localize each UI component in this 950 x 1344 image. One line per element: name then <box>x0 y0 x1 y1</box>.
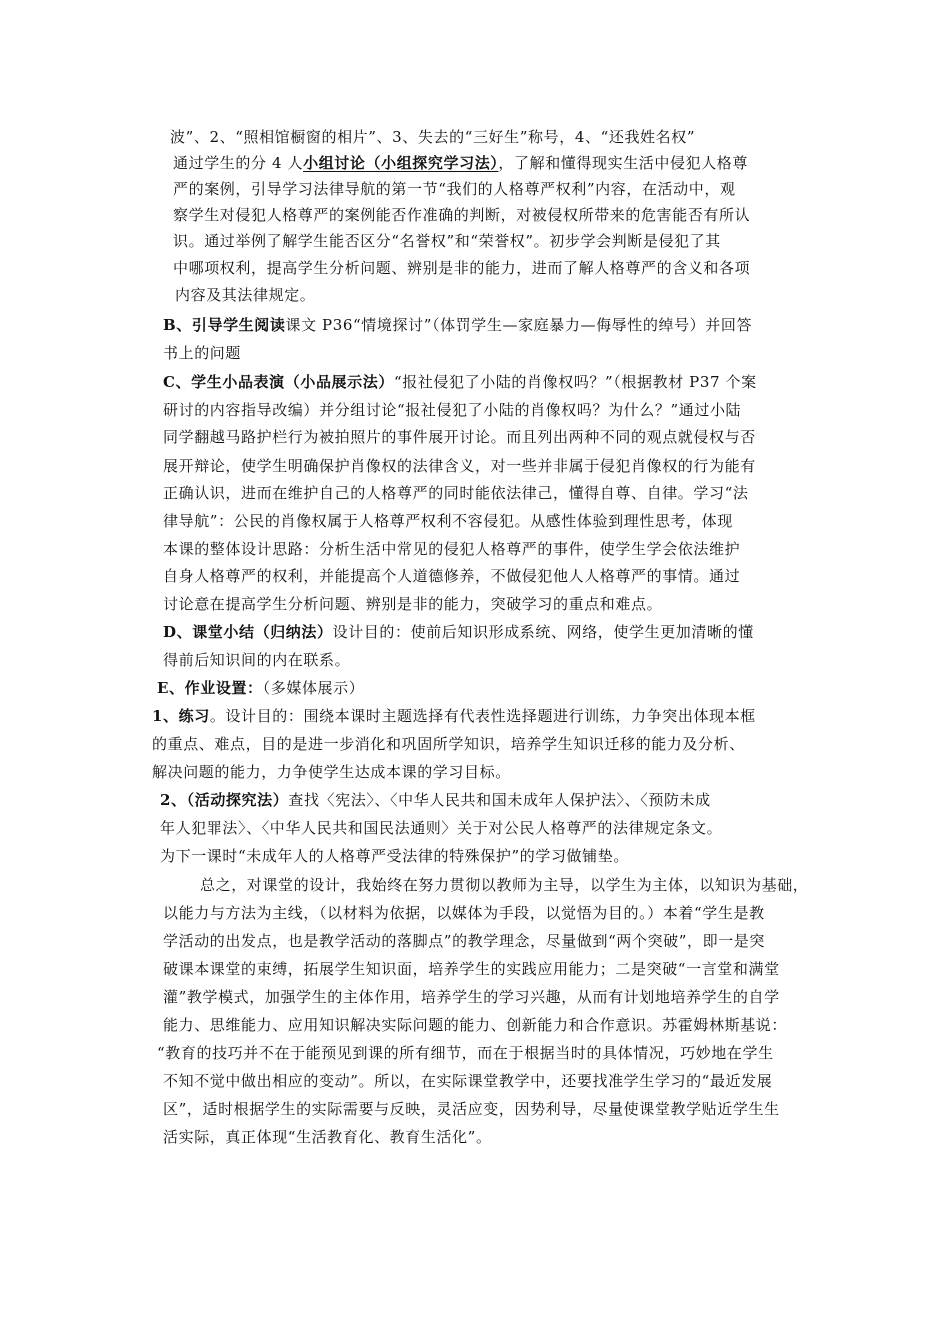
summary-line-9: 区”，适时根据学生的实际需要与反映，灵活应变，因势利导，尽量使课堂教学贴近学生生 <box>163 1100 780 1118</box>
summary-line-4: 破课本课堂的束缚，拓展学生知识面，培养学生的实践应用能力；二是突破“一言堂和满堂 <box>163 960 780 978</box>
section-d-line-1 <box>163 621 754 643</box>
section-c-line-5: 正确认识，进而在维护自己的人格尊严的同时能依法律己，懂得自尊、自律。学习“法 <box>163 484 749 502</box>
text-segment: 。设计目的：围绕本课时主题选择有代表性选择题进行训练，力争突出体现本框 <box>209 707 756 725</box>
section-c-line-4: 展开辩论，使学生明确保护肖像权的法律含义，对一些并非属于侵犯肖像权的行为能有 <box>163 457 756 475</box>
paragraph-1-line-1: 波”、2、“照相馆橱窗的相片”、3、失去的“三好生”称号，4、“还我姓名权” <box>170 128 696 146</box>
text-segment: “报社侵犯了小陆的肖像权吗？”（根据教材 P37 个案 <box>393 373 757 391</box>
summary-line-10: 活实际，真正体现“生活教育化、教育生活化”。 <box>163 1128 492 1146</box>
summary-line-7: “教育的技巧并不在于能预见到课的所有细节，而在于根据当时的具体情况，巧妙地在学生 <box>157 1044 774 1062</box>
summary-line-5: 灌”教学模式，加强学生的主体作用，培养学生的学习兴趣，从而有计划地培养学生的自学 <box>163 988 780 1006</box>
section-c-line-8: 自身人格尊严的权利，并能提高个人道德修养，不做侵犯他人人格尊严的事情。通过 <box>163 567 741 585</box>
section-d-line-2: 得前后知识间的内在联系。 <box>163 651 351 669</box>
item-2-heading: 2、（活动探究法） <box>160 791 289 809</box>
section-e-line-1 <box>157 677 364 699</box>
item-2-line-3: 为下一课时“未成年人的人格尊严受法律的特殊保护”的学习做铺垫。 <box>160 847 629 865</box>
summary-line-2: 以能力与方法为主线，（以材料为依据，以媒体为手段，以觉悟为目的。）本着“学生是教 <box>163 904 765 922</box>
item-2-line-2: 年人犯罪法〉、〈中华人民共和国民法通则〉关于对公民人格尊严的法律规定条文。 <box>160 819 723 837</box>
bold-underlined-text: 小组讨论（小组探究学习法） <box>303 154 499 172</box>
section-c-line-7: 本课的整体设计思路：分析生活中常见的侵犯人格尊严的事件，使学生学会依法维护 <box>163 540 741 558</box>
item-2-line-1 <box>160 789 711 811</box>
item-1-line-1 <box>152 705 756 727</box>
section-d-heading: D、课堂小结（归纳法） <box>163 623 333 641</box>
section-c-line-9: 讨论意在提高学生分析问题、辨别是非的能力，突破学习的重点和难点。 <box>163 595 663 613</box>
section-e-heading: E、作业设置： <box>157 679 263 697</box>
paragraph-1-line-3: 严的案例，引导学习法律导航的第一节“我们的人格尊严权利”内容，在活动中，观 <box>173 180 736 198</box>
paragraph-1-line-4: 察学生对侵犯人格尊严的案例能否作准确的判断，对被侵权所带来的危害能否有所认 <box>173 206 751 224</box>
item-1-line-2: 的重点、难点，目的是进一步消化和巩固所学知识，培养学生知识迁移的能力及分析、 <box>152 735 745 753</box>
paragraph-1-line-2 <box>173 152 748 174</box>
summary-line-1: 总之，对课堂的设计，我始终在努力贯彻以教师为主导，以学生为主体，以知识为基础， <box>200 876 809 894</box>
item-1-heading: 1、练习 <box>152 707 210 725</box>
paragraph-1-line-7: 内容及其法律规定。 <box>175 286 316 304</box>
text-segment: ，了解和懂得现实生活中侵犯人格尊 <box>498 154 749 172</box>
text-segment: 通过学生的分 4 人 <box>173 154 304 172</box>
section-b-line-2: 书上的问题 <box>163 344 242 362</box>
paragraph-1-line-5: 识。通过举例了解学生能否区分“名誉权”和“荣誉权”。初步学会判断是侵犯了其 <box>173 232 721 250</box>
section-b-line-1 <box>163 314 752 336</box>
summary-line-3: 学活动的出发点，也是教学活动的落脚点”的教学理念，尽量做到“两个突破”，即一是突 <box>163 932 766 950</box>
section-b-heading: B、引导学生阅读 <box>163 316 286 334</box>
section-c-line-2: 研讨的内容指导改编）并分组讨论“报社侵犯了小陆的肖像权吗？为什么？”通过小陆 <box>163 401 742 419</box>
text-segment: 查找〈宪法〉、〈中华人民共和国未成年人保护法〉、〈预防未成 <box>288 791 711 809</box>
paragraph-1-line-6: 中哪项权利，提高学生分析问题、辨别是非的能力，进而了解人格尊严的含义和各项 <box>173 259 751 277</box>
section-c-heading: C、学生小品表演（小品展示法） <box>163 373 394 391</box>
summary-line-6: 能力、思维能力、应用知识解决实际问题的能力、创新能力和合作意识。苏霍姆林斯基说： <box>163 1016 788 1034</box>
text-segment: 设计目的：使前后知识形成系统、网络，使学生更加清晰的懂 <box>332 623 754 641</box>
summary-line-8: 不知不觉中做出相应的变动”。所以，在实际课堂教学中，还要找准学生学习的“最近发展 <box>163 1072 773 1090</box>
text-segment: 课文 P36“情境探讨”（体罚学生—家庭暴力—侮辱性的绰号）并回答 <box>285 316 753 334</box>
section-c-line-6: 律导航”：公民的肖像权属于人格尊严权利不容侵犯。从感性体验到理性思考，体现 <box>163 512 733 530</box>
text-segment: （多媒体展示） <box>262 679 365 697</box>
section-c-line-3: 同学翻越马路护栏行为被拍照片的事件展开讨论。而且列出两种不同的观点就侵权与否 <box>163 428 756 446</box>
item-1-line-3: 解决问题的能力，力争使学生达成本课的学习目标。 <box>152 763 511 781</box>
section-c-line-1 <box>163 371 757 393</box>
